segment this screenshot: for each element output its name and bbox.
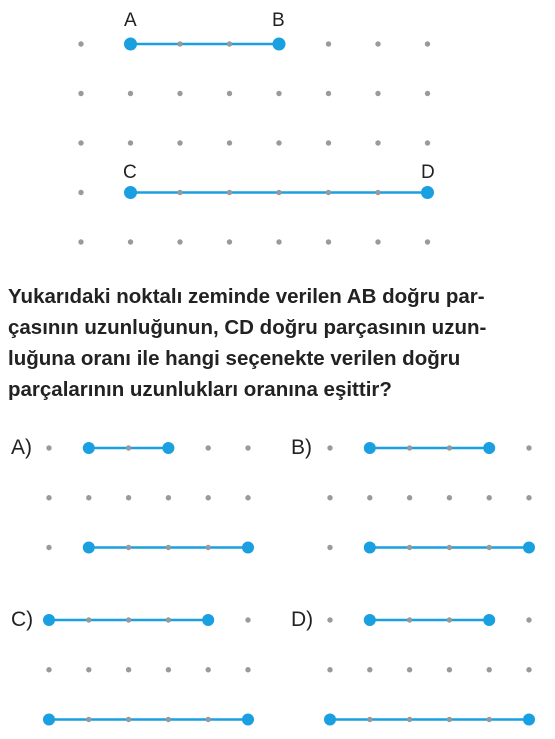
option-d-top-segment-endpoint xyxy=(483,614,495,626)
question-text xyxy=(8,281,540,405)
option-c-grid-dot xyxy=(206,667,211,672)
main-grid-dot xyxy=(78,91,83,96)
segment-cd-mid-dot xyxy=(326,190,331,195)
option-a-top-segment-mid-dot xyxy=(126,446,131,451)
question-line-4: parçalarının uzunlukları oranına eşittir? xyxy=(8,378,392,401)
option-d-grid-dot xyxy=(447,667,452,672)
option-a-bottom-segment-endpoint xyxy=(242,542,254,554)
question-line-3: luğuna oranı ile hangi seçenekte verilen doğru xyxy=(8,347,461,370)
option-a-grid-dot xyxy=(245,445,250,450)
option-b-grid-dot xyxy=(327,545,332,550)
point-label-c: C xyxy=(123,162,137,183)
main-grid-dot xyxy=(128,91,133,96)
option-b-bottom-segment-endpoint xyxy=(523,542,535,554)
option-a-grid-dot xyxy=(86,495,91,500)
option-c-grid-dot xyxy=(126,667,131,672)
main-grid-dot xyxy=(375,140,380,145)
option-b-grid-dot xyxy=(367,495,372,500)
option-c-bottom-segment-mid-dot xyxy=(126,717,131,722)
segment-ab-mid-dot xyxy=(178,42,183,47)
main-grid-dot xyxy=(78,41,83,46)
option-c-grid-dot xyxy=(166,667,171,672)
main-grid-dot xyxy=(177,91,182,96)
option-segments xyxy=(43,442,535,726)
option-c-label[interactable]: C) xyxy=(11,608,34,631)
option-a-grid-dot xyxy=(46,445,51,450)
main-grid-dot xyxy=(375,41,380,46)
option-a-top-segment-endpoint xyxy=(83,442,95,454)
option-c-bottom-segment-endpoint xyxy=(43,714,55,726)
main-grid-dot xyxy=(78,239,83,244)
option-d-grid-dot xyxy=(526,617,531,622)
option-c-top-segment-endpoint xyxy=(202,614,214,626)
option-a-label[interactable]: A) xyxy=(11,436,32,459)
point-label-a: A xyxy=(124,10,137,31)
main-grid-dot xyxy=(78,140,83,145)
option-c-top-segment-endpoint xyxy=(43,614,55,626)
main-grid-dot xyxy=(177,239,182,244)
segment-ab-endpoint xyxy=(273,38,286,51)
segment-cd-mid-dot xyxy=(277,190,282,195)
segment-cd-mid-dot xyxy=(178,190,183,195)
main-grid-dot xyxy=(276,140,281,145)
option-a-bottom-segment-endpoint xyxy=(83,542,95,554)
option-b-grid-dot xyxy=(327,445,332,450)
segment-cd-endpoint xyxy=(421,186,434,199)
option-c-bottom-segment-mid-dot xyxy=(86,717,91,722)
option-b-bottom-segment-mid-dot xyxy=(447,545,452,550)
option-c-top-segment-mid-dot xyxy=(166,618,171,623)
main-grid-dot xyxy=(375,239,380,244)
main-grid-dot xyxy=(326,41,331,46)
option-c-top-segment-mid-dot xyxy=(86,618,91,623)
segment-cd-endpoint xyxy=(124,186,137,199)
option-d-label[interactable]: D) xyxy=(291,608,314,631)
option-a-grid-dot xyxy=(126,495,131,500)
option-a-grid-dot xyxy=(166,495,171,500)
option-a-top-segment-endpoint xyxy=(162,442,174,454)
option-b-top-segment-endpoint xyxy=(364,442,376,454)
option-a-grid-dot xyxy=(46,545,51,550)
option-c-bottom-segment-mid-dot xyxy=(206,717,211,722)
main-grid-dot xyxy=(276,91,281,96)
option-b-grid-dot xyxy=(327,495,332,500)
option-d-bottom-segment-mid-dot xyxy=(447,717,452,722)
option-d-grid-dot xyxy=(407,667,412,672)
option-a-grid-dot xyxy=(245,495,250,500)
option-c-bottom-segment-mid-dot xyxy=(166,717,171,722)
option-c-grid-dot xyxy=(245,667,250,672)
option-d-grid-dot xyxy=(526,667,531,672)
option-c-grid-dot xyxy=(245,617,250,622)
main-grid-dot xyxy=(425,41,430,46)
option-b-top-segment-endpoint xyxy=(483,442,495,454)
main-dot-grid xyxy=(78,41,430,244)
main-grid-dot xyxy=(425,239,430,244)
option-b-grid-dot xyxy=(526,445,531,450)
option-b-top-segment-mid-dot xyxy=(447,446,452,451)
option-d-top-segment-mid-dot xyxy=(407,618,412,623)
option-d-bottom-segment-mid-dot xyxy=(407,717,412,722)
main-grid-dot xyxy=(375,91,380,96)
option-a-grid-dot xyxy=(206,445,211,450)
option-d-bottom-segment-mid-dot xyxy=(487,717,492,722)
segment-cd-mid-dot xyxy=(376,190,381,195)
segment-ab-endpoint xyxy=(124,38,137,51)
option-a-grid-dot xyxy=(46,495,51,500)
main-grid-dot xyxy=(276,239,281,244)
option-a-bottom-segment-mid-dot xyxy=(126,545,131,550)
main-grid-dot xyxy=(227,140,232,145)
option-c-grid-dot xyxy=(46,667,51,672)
option-b-label[interactable]: B) xyxy=(291,436,312,459)
option-b-top-segment-mid-dot xyxy=(407,446,412,451)
main-grid-dot xyxy=(425,140,430,145)
question-line-1: Yukarıdaki noktalı zeminde verilen AB doğru par- xyxy=(8,285,485,308)
option-d-top-segment-mid-dot xyxy=(447,618,452,623)
option-c-bottom-segment-endpoint xyxy=(242,714,254,726)
main-grid-dot xyxy=(227,91,232,96)
segment-cd-mid-dot xyxy=(227,190,232,195)
option-b-grid-dot xyxy=(407,495,412,500)
option-d-grid-dot xyxy=(327,617,332,622)
option-b-bottom-segment-mid-dot xyxy=(487,545,492,550)
main-grid-dot xyxy=(326,140,331,145)
main-segments xyxy=(124,38,434,200)
segment-ab-mid-dot xyxy=(227,42,232,47)
main-grid-dot xyxy=(326,239,331,244)
point-label-b: B xyxy=(272,10,285,31)
option-b-bottom-segment-mid-dot xyxy=(407,545,412,550)
option-a-bottom-segment-mid-dot xyxy=(206,545,211,550)
option-dot-grids xyxy=(46,445,531,722)
main-grid-dot xyxy=(177,140,182,145)
main-grid-dot xyxy=(326,91,331,96)
option-d-bottom-segment-endpoint xyxy=(324,714,336,726)
option-a-grid-dot xyxy=(206,495,211,500)
option-b-grid-dot xyxy=(447,495,452,500)
option-d-grid-dot xyxy=(327,667,332,672)
option-d-bottom-segment-mid-dot xyxy=(367,717,372,722)
option-d-grid-dot xyxy=(487,667,492,672)
option-d-bottom-segment-endpoint xyxy=(523,714,535,726)
option-d-top-segment-endpoint xyxy=(364,614,376,626)
option-b-grid-dot xyxy=(526,495,531,500)
question-line-2: çasının uzunluğunun, CD doğru parçasının uzun- xyxy=(8,316,487,339)
option-d-grid-dot xyxy=(367,667,372,672)
main-grid-dot xyxy=(128,140,133,145)
option-c-grid-dot xyxy=(86,667,91,672)
main-grid-dot xyxy=(128,239,133,244)
point-label-d: D xyxy=(421,162,435,183)
option-b-bottom-segment-endpoint xyxy=(364,542,376,554)
option-c-top-segment-mid-dot xyxy=(126,618,131,623)
main-grid-dot xyxy=(78,190,83,195)
main-grid-dot xyxy=(227,239,232,244)
option-b-grid-dot xyxy=(487,495,492,500)
main-grid-dot xyxy=(425,91,430,96)
option-a-bottom-segment-mid-dot xyxy=(166,545,171,550)
